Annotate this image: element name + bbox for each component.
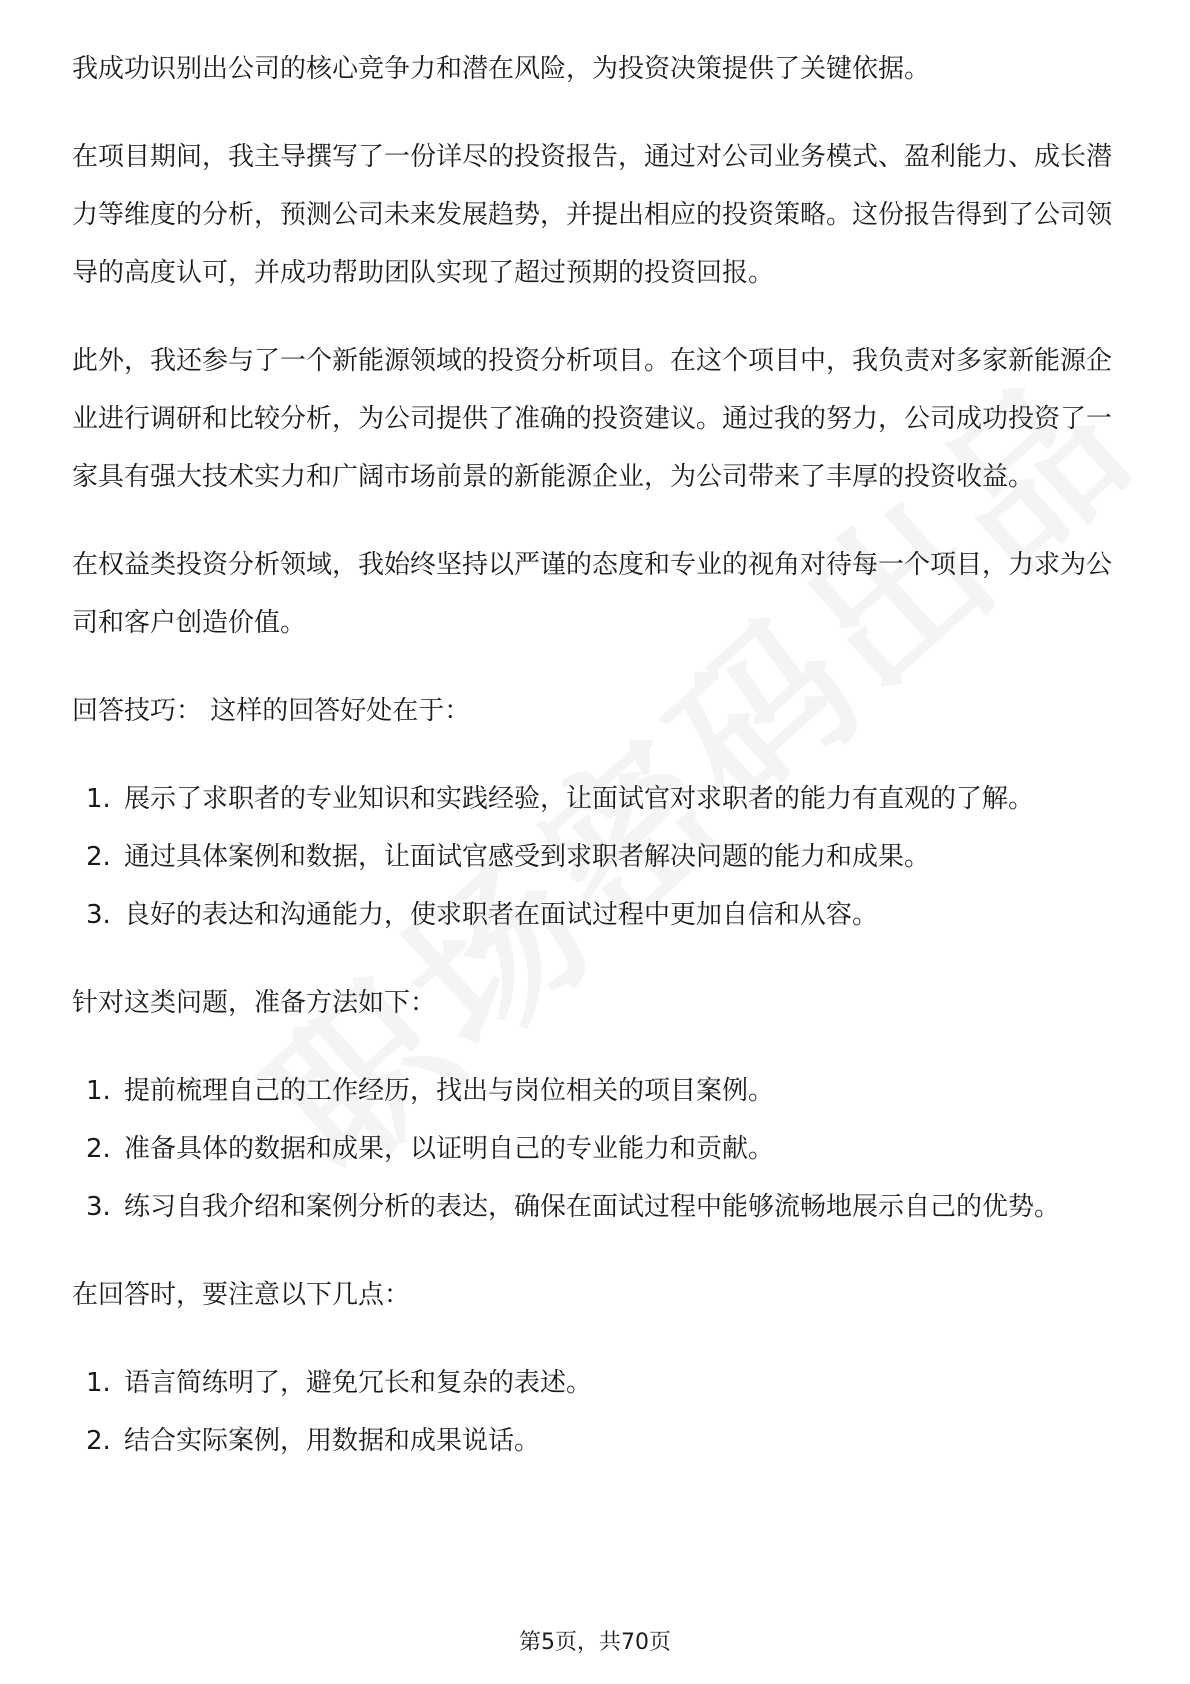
- prep-list: [72, 1062, 1120, 1236]
- notes-list: [72, 1354, 1120, 1470]
- list-item: 3. 良好的表达和沟通能力，使求职者在面试过程中更加自信和从容。: [86, 900, 879, 930]
- list-item: 2. 通过具体案例和数据，让面试官感受到求职者解决问题的能力和成果。: [86, 842, 931, 872]
- list-item-text: 通过具体案例和数据，让面试官感受到求职者解决问题的能力和成果。: [124, 842, 931, 872]
- prep-heading: 针对这类问题，准备方法如下：: [72, 988, 437, 1018]
- paragraph-1: 我成功识别出公司的核心竞争力和潜在风险，为投资决策提供了关键依据。: [72, 54, 931, 84]
- list-item: 1. 提前梳理自己的工作经历，找出与岗位相关的项目案例。: [86, 1076, 775, 1106]
- list-item-text: 练习自我介绍和案例分析的表达，确保在面试过程中能够流畅地展示自己的优势。: [124, 1192, 1061, 1222]
- paragraph-3: 此外，我还参与了一个新能源领域的投资分析项目。在这个项目中，我负责对多家新能源企业进行调研和比较分析，为公司提供了准确的投资建议。通过我的努力，公司成功投资了一家具有强大技术实力和广阔市场前景的新能源企业，为公司带来了丰厚的投资收益。: [72, 346, 1113, 492]
- list-item-text: 良好的表达和沟通能力，使求职者在面试过程中更加自信和从容。: [124, 900, 879, 930]
- tips-heading: 回答技巧： 这样的回答好处在于：: [72, 696, 471, 726]
- list-item-text: 展示了求职者的专业知识和实践经验，让面试官对求职者的能力有直观的了解。: [124, 784, 1035, 814]
- document-body: [72, 40, 1120, 1500]
- list-item-text: 结合实际案例，用数据和成果说话。: [124, 1426, 541, 1456]
- list-item: 2. 结合实际案例，用数据和成果说话。: [86, 1426, 541, 1456]
- list-item-text: 提前梳理自己的工作经历，找出与岗位相关的项目案例。: [124, 1076, 775, 1106]
- list-item-text: 准备具体的数据和成果，以证明自己的专业能力和贡献。: [124, 1134, 775, 1164]
- paragraph-2: 在项目期间，我主导撰写了一份详尽的投资报告，通过对公司业务模式、盈利能力、成长潜力等维度的分析，预测公司未来发展趋势，并提出相应的投资策略。这份报告得到了公司领导的高度认可，并成功帮助团队实现了超过预期的投资回报。: [72, 142, 1113, 288]
- notes-heading: 在回答时，要注意以下几点：: [72, 1280, 411, 1310]
- tips-list: [72, 770, 1120, 944]
- list-item: 1. 展示了求职者的专业知识和实践经验，让面试官对求职者的能力有直观的了解。: [86, 784, 1035, 814]
- paragraph-4: 在权益类投资分析领域，我始终坚持以严谨的态度和专业的视角对待每一个项目，力求为公司和客户创造价值。: [72, 550, 1113, 638]
- page-number: 第5页，共70页: [519, 1630, 671, 1655]
- list-item: 3. 练习自我介绍和案例分析的表达，确保在面试过程中能够流畅地展示自己的优势。: [86, 1192, 1061, 1222]
- list-item: 2. 准备具体的数据和成果，以证明自己的专业能力和贡献。: [86, 1134, 775, 1164]
- list-item: 1. 语言简练明了，避免冗长和复杂的表述。: [86, 1368, 593, 1398]
- list-item-text: 语言简练明了，避免冗长和复杂的表述。: [124, 1368, 593, 1398]
